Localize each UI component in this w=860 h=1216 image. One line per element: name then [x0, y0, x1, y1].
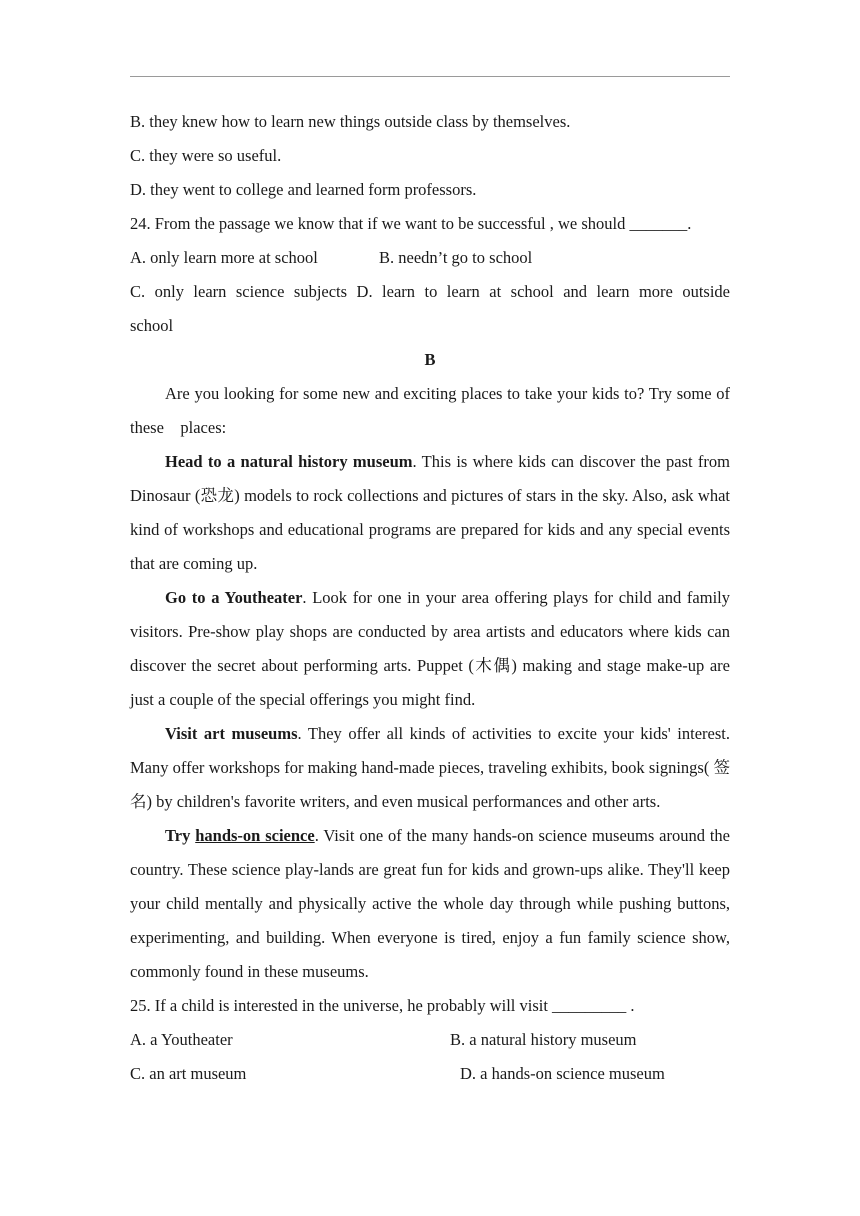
q23-option-c: C. they were so useful. — [130, 146, 282, 165]
paragraph-3-heading: Visit art museums — [165, 724, 298, 743]
paragraph-4-text: . Visit one of the many hands-on science museums around the country. These science play-lands are great fun for kids and grown-ups alike. They'll keep your child mentally and physically active the whole day through while pushing buttons, experimenting, and building. When everyone is tired, enjoy a fun family science show, commonly found in these museums. — [130, 826, 730, 981]
q25-option-a: A. a Youtheater — [130, 1030, 233, 1049]
paragraph-4-heading-underlined: hands-on science — [195, 826, 315, 845]
q24-options-row-2: C. only learn science subjects D. learn to learn at school and learn more outside — [130, 282, 730, 301]
q25-option-d: D. a hands-on science museum — [460, 1064, 665, 1083]
q25-option-b: B. a natural history museum — [450, 1030, 637, 1049]
section-title: B — [424, 350, 436, 369]
q24-option-a: A. only learn more at school — [130, 248, 318, 267]
q25-options-row-2 — [130, 1057, 730, 1091]
q24-options-row-2-cont: school — [130, 316, 174, 335]
passage-paragraph-3 — [130, 717, 730, 819]
header-rule — [130, 76, 730, 77]
q25-stem: 25. If a child is interested in the universe, he probably will visit _________ . — [130, 996, 635, 1015]
paragraph-1-heading: Head to a natural history museum — [165, 452, 413, 471]
q24-options-row-1 — [130, 241, 730, 275]
q23-option-b: B. they knew how to learn new things outside class by themselves. — [130, 112, 571, 131]
passage-paragraph-4 — [130, 819, 730, 989]
q25-options-row-1 — [130, 1023, 730, 1057]
q25-option-c: C. an art museum — [130, 1064, 247, 1083]
q23-option-d: D. they went to college and learned form professors. — [130, 180, 477, 199]
passage-paragraph-2 — [130, 581, 730, 717]
document-body — [130, 105, 730, 1091]
q24-stem: 24. From the passage we know that if we want to be successful , we should _______. — [130, 214, 692, 233]
paragraph-1-text: . This is where kids can discover the past from Dinosaur (恐龙) models to rock collections and pictures of stars in the sky. Also, ask what kind of workshops and educational programs are prepared for kids and any special events that are coming up. — [130, 452, 730, 573]
passage-intro: Are you looking for some new and exciting places to take your kids to? Try some of these places: — [130, 384, 730, 437]
paragraph-2-heading: Go to a Youtheater — [165, 588, 303, 607]
paragraph-4-heading-try: Try — [165, 826, 196, 845]
passage-paragraph-1 — [130, 445, 730, 581]
q24-option-b: B. needn’t go to school — [379, 248, 533, 267]
paragraph-2-text: . Look for one in your area offering plays for child and family visitors. Pre-show play shops are conducted by area artists and educators where kids can discover the secret about performing arts. Puppet (木偶) making and stage make-up are just a couple of the special offerings you might find. — [130, 588, 730, 709]
paragraph-3-text: . They offer all kinds of activities to excite your kids' interest. Many offer workshops for making hand-made pieces, traveling exhibits, book signings( 签名) by children's favorite writers, and even musical performances and other arts. — [130, 724, 731, 811]
